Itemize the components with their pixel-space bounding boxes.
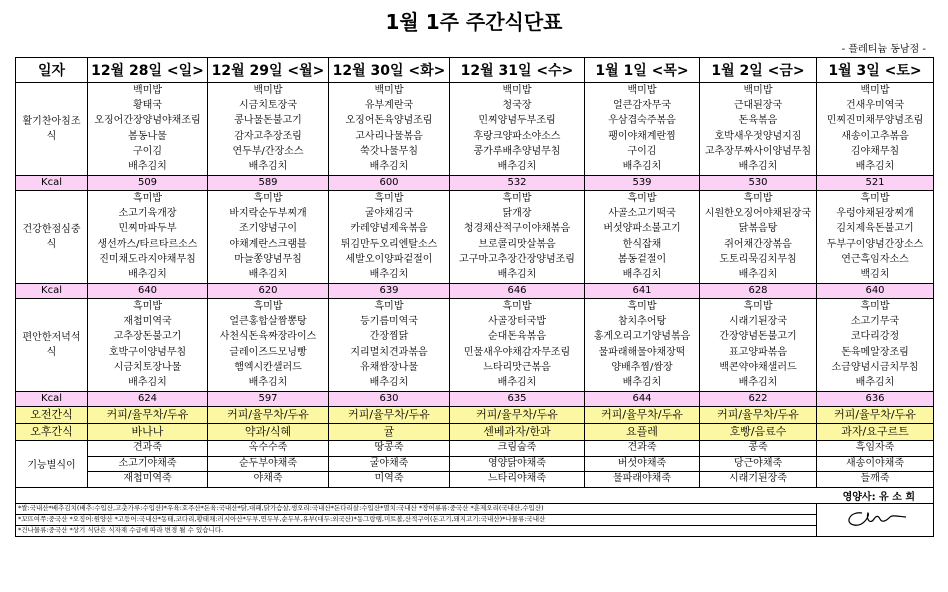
- dish-item: 건새우미역국: [846, 100, 904, 112]
- dish-item: 백미밥: [743, 85, 773, 96]
- kcal-row: [16, 392, 934, 407]
- dish-item: 얼큰홍합살짬뽕탕: [229, 316, 307, 328]
- menu-cell: [88, 83, 208, 176]
- menu-cell: [817, 299, 934, 392]
- dish-item: 김야채무침: [850, 145, 900, 157]
- dish-item: 고추장돈불고기: [113, 331, 182, 343]
- dish-item: 소고기무국: [850, 316, 900, 328]
- functional-diet-cell: [88, 441, 208, 488]
- dish-item: 표고양파볶음: [729, 346, 787, 358]
- date-header: 일자: [16, 58, 88, 83]
- dish-item: 튀김만두오리엔탈소스: [340, 238, 438, 250]
- porridge-item: 들깨죽: [860, 473, 890, 484]
- dish-item: 야채계란스크램블: [229, 238, 307, 250]
- porridge-item: 미역죽: [374, 473, 404, 484]
- notes-row: [16, 503, 934, 536]
- porridge-item: 순두부야채죽: [208, 457, 328, 473]
- afternoon-snack-row: [16, 424, 934, 441]
- dish-item: 청국장: [502, 100, 532, 112]
- dish-item: 흑미밥: [743, 301, 773, 312]
- kcal-value: 597: [208, 392, 329, 407]
- meal-name: 편안한저녁석식: [16, 299, 88, 392]
- functional-diet-cell: [450, 441, 585, 488]
- dish-item: 백콘약야채샐러드: [719, 361, 797, 373]
- dish-item: 양배추찜/쌈장: [611, 361, 673, 373]
- dish-item: 참치추어탕: [617, 316, 667, 328]
- dietitian-name: 영양사: 유 소 희: [817, 487, 934, 503]
- dish-item: 햄엑시칸샐러드: [234, 361, 302, 373]
- dish-item: 닭개장: [502, 208, 532, 220]
- kcal-value: 635: [450, 392, 585, 407]
- dish-item: 흑미밥: [253, 193, 283, 204]
- kcal-label: Kcal: [16, 176, 88, 191]
- dish-item: 브로콜리맛살볶음: [478, 238, 556, 250]
- dish-item: 고구마고추장간장양념조림: [459, 253, 575, 265]
- menu-cell: [585, 299, 700, 392]
- menu-cell: [700, 83, 817, 176]
- kcal-value: 530: [700, 176, 817, 191]
- snack-cell: 과자/요구르트: [817, 424, 934, 441]
- snack-cell: 바나나: [88, 424, 208, 441]
- porridge-item: 느타리야채죽: [488, 473, 546, 484]
- dish-item: 배추김치: [369, 376, 409, 388]
- porridge-item: 소고기야채죽: [88, 457, 207, 473]
- kcal-value: 641: [585, 284, 700, 299]
- porridge-item: 물파래야채죽: [613, 473, 671, 484]
- dish-item: 흑미밥: [502, 193, 532, 204]
- snack-cell: 커피/율무차/두유: [208, 407, 329, 424]
- snack-cell: 커피/율무차/두유: [329, 407, 450, 424]
- kcal-value: 521: [817, 176, 934, 191]
- origin-notes: [16, 503, 817, 536]
- kcal-value: 532: [450, 176, 585, 191]
- dish-item: 백김치: [860, 268, 890, 280]
- dish-item: 김치제육돈불고기: [836, 223, 914, 235]
- dish-item: 카레양념제육볶음: [350, 223, 428, 235]
- note-line: *꼬뜨여쭈:중국산 *오징어:원양산 *고등어:국내산*동태,코다리,황태채:러시아산*두부,연두부,순두부,유부(대두:외국산)*동그랑땡,미트볼,산적구이(돈고기,돼지고기:국내산)*나물류:국내산: [16, 515, 816, 526]
- dish-item: 배추김치: [738, 160, 778, 172]
- dish-item: 흑미밥: [502, 301, 532, 312]
- menu-cell: [208, 299, 329, 392]
- dish-item: 새송이고추볶음: [841, 130, 909, 142]
- kcal-value: 639: [329, 284, 450, 299]
- dish-item: 유부계란국: [364, 100, 414, 112]
- dish-item: 흑미밥: [627, 301, 657, 312]
- dish-item: 흑미밥: [374, 301, 404, 312]
- dish-item: 배추김치: [855, 376, 895, 388]
- kcal-value: 600: [329, 176, 450, 191]
- dish-item: 흑미밥: [860, 193, 890, 204]
- snack-cell: 귤: [329, 424, 450, 441]
- dish-item: 돈육메알장조림: [841, 346, 909, 358]
- kcal-value: 646: [450, 284, 585, 299]
- dish-item: 느타리맛근볶음: [483, 361, 551, 373]
- dish-item: 흑미밥: [253, 301, 283, 312]
- dish-item: 순대돈육볶음: [488, 331, 546, 343]
- dish-item: 등기름미역국: [360, 316, 418, 328]
- dish-item: 배추김치: [497, 268, 537, 280]
- dish-item: 진미채도라지야채무침: [99, 253, 196, 265]
- kcal-value: 624: [88, 392, 208, 407]
- functional-diet-cell: [329, 441, 450, 488]
- dish-item: 얼큰감자무국: [613, 100, 671, 112]
- kcal-value: 640: [817, 284, 934, 299]
- meal-row: [16, 191, 934, 284]
- dish-item: 배추김치: [369, 268, 409, 280]
- signature-cell: [817, 503, 934, 536]
- dish-item: 쥐어채간장볶음: [724, 238, 792, 250]
- dish-item: 백미밥: [502, 85, 532, 96]
- signature-icon: [840, 505, 910, 531]
- kcal-value: 630: [329, 392, 450, 407]
- dish-item: 황태국: [133, 100, 162, 112]
- kcal-value: 539: [585, 176, 700, 191]
- dish-item: 배추김치: [622, 160, 662, 172]
- dish-item: 배추김치: [497, 160, 537, 172]
- kcal-value: 628: [700, 284, 817, 299]
- dish-item: 홍게오리고기양념볶음: [593, 331, 691, 343]
- porridge-item: 흑임자죽: [817, 441, 933, 457]
- functional-diet-label: 기능별식이: [16, 441, 88, 488]
- dish-item: 재첩미역국: [123, 316, 172, 328]
- menu-cell: [585, 191, 700, 284]
- dish-item: 배추김치: [738, 268, 778, 280]
- dish-item: 도토리묵김치무침: [719, 253, 797, 265]
- functional-diet-cell: [208, 441, 329, 488]
- dish-item: 민찌마파두부: [118, 223, 177, 235]
- dish-item: 소고기육개장: [118, 208, 177, 220]
- dish-item: 한식잡채: [622, 238, 662, 250]
- dish-item: 배추김치: [248, 268, 288, 280]
- porridge-item: 영양닭야채죽: [450, 457, 584, 473]
- dish-item: 사골소고기떡국: [608, 208, 676, 220]
- kcal-label: Kcal: [16, 284, 88, 299]
- porridge-item: 굴야채죽: [329, 457, 449, 473]
- dish-item: 민찌양념두부조림: [478, 115, 556, 127]
- menu-cell: [700, 299, 817, 392]
- day-header: 1월 2일 <금>: [700, 58, 817, 83]
- kcal-value: 644: [585, 392, 700, 407]
- functional-diet-cell: [817, 441, 934, 488]
- dish-item: 우삼겹숙주볶음: [608, 115, 676, 127]
- kcal-value: 509: [88, 176, 208, 191]
- kcal-value: 620: [208, 284, 329, 299]
- dish-item: 배추김치: [497, 376, 537, 388]
- day-header: 1월 1일 <목>: [585, 58, 700, 83]
- menu-cell: [329, 299, 450, 392]
- functional-diet-cell: [700, 441, 817, 488]
- dish-item: 흑미밥: [860, 301, 890, 312]
- dish-item: 구이김: [133, 145, 162, 157]
- menu-cell: [329, 83, 450, 176]
- dish-item: 콩가루배추양념무침: [473, 145, 561, 157]
- porridge-item: 당근야채죽: [700, 457, 816, 473]
- dish-item: 배추김치: [738, 376, 778, 388]
- dish-item: 소금양념시금치무침: [831, 361, 919, 373]
- porridge-item: 땅콩죽: [329, 441, 449, 457]
- dish-item: 두부구이양념간장소스: [826, 238, 924, 250]
- dish-item: 글레이즈드모닝빵: [229, 346, 307, 358]
- porridge-item: 크림숩죽: [450, 441, 584, 457]
- dish-item: 감자고추장조림: [234, 130, 302, 142]
- dish-item: 우렁야채된장찌개: [836, 208, 914, 220]
- dish-item: 배추김치: [128, 376, 167, 388]
- dish-item: 민물새우야채감자무조림: [463, 346, 571, 358]
- dish-item: 시원한오징어야채된장국: [704, 208, 812, 220]
- dish-item: 물파래해물야채장떡: [598, 346, 686, 358]
- dish-item: 간장양념돈불고기: [719, 331, 797, 343]
- dish-item: 배추김치: [369, 160, 409, 172]
- weekly-menu-table: [15, 57, 934, 537]
- menu-cell: [450, 83, 585, 176]
- dish-item: 배추김치: [248, 376, 288, 388]
- menu-cell: [208, 191, 329, 284]
- dish-item: 배추김치: [622, 268, 662, 280]
- dish-item: 시래기된장국: [729, 316, 787, 328]
- dish-item: 고추장무짜사이양념무침: [704, 145, 812, 157]
- dish-item: 흑미밥: [133, 301, 162, 312]
- functional-diet-cell: [585, 441, 700, 488]
- dish-item: 백미밥: [253, 85, 283, 96]
- porridge-item: 콩죽: [700, 441, 816, 457]
- dish-item: 청경채산적구이야채볶음: [463, 223, 571, 235]
- dish-item: 바지락순두부찌개: [229, 208, 307, 220]
- functional-diet-row: [16, 441, 934, 488]
- menu-cell: [817, 83, 934, 176]
- day-header: 12월 28일 <일>: [88, 58, 208, 83]
- morning-snack-label: 오전간식: [16, 407, 88, 424]
- menu-cell: [88, 191, 208, 284]
- dish-item: 오징어간장양념야채조림: [94, 115, 201, 127]
- snack-cell: 센베과자/한과: [450, 424, 585, 441]
- dish-item: 민찌진미채무양념조림: [826, 115, 924, 127]
- menu-cell: [208, 83, 329, 176]
- kcal-value: 636: [817, 392, 934, 407]
- menu-cell: [88, 299, 208, 392]
- dish-item: 배추김치: [128, 160, 167, 172]
- dish-item: 생선까스/타르타르소스: [97, 238, 198, 250]
- note-line: *쌀:국내산*배추김치(배추:수입산,고춧가루:수입산)*우육:호주산*돈육:국내산*닭,대패,닭가슴살,생오리:국내산*돈다리살:수입산*멸치:국내산 *장어류류:중국산 *훈제오리(국내산,수입산): [16, 504, 816, 515]
- note-line: *건나물류:중국산 *상기 식단은 식자재 수급에 따라 변경 될 수 있습니다.: [18, 525, 224, 534]
- dish-item: 후랑크양파소야소스: [473, 130, 561, 142]
- dish-item: 배추김치: [622, 376, 662, 388]
- dish-item: 조기양념구이: [239, 223, 297, 235]
- kcal-label: Kcal: [16, 392, 88, 407]
- dish-item: 흑미밥: [743, 193, 773, 204]
- dish-item: 돈육볶음: [738, 115, 778, 127]
- page-title: 1월 1주 주간식단표: [385, 10, 563, 34]
- kcal-row: [16, 284, 934, 299]
- dish-item: 굴야채김국: [364, 208, 414, 220]
- dish-item: 사골장터국밥: [488, 316, 546, 328]
- day-header: 12월 29일 <월>: [208, 58, 329, 83]
- dish-item: 흑미밥: [374, 193, 404, 204]
- dish-item: 연두부/간장소스: [232, 145, 304, 157]
- dietitian-row: [16, 487, 934, 503]
- dish-item: 배추김치: [128, 268, 167, 280]
- dish-item: 백미밥: [374, 85, 404, 96]
- dish-item: 팽이야채계란찜: [608, 130, 676, 142]
- dish-item: 흑미밥: [627, 193, 657, 204]
- snack-cell: 커피/율무차/두유: [585, 407, 700, 424]
- meal-name: 건강한점심중식: [16, 191, 88, 284]
- snack-cell: 커피/율무차/두유: [450, 407, 585, 424]
- snack-cell: 커피/율무차/두유: [700, 407, 817, 424]
- dish-item: 코다리강정: [850, 331, 900, 343]
- dish-item: 사천식돈육짜장라이스: [219, 331, 317, 343]
- dish-item: 간장찜닭: [369, 331, 409, 343]
- dish-item: 구이김: [627, 145, 657, 157]
- porridge-item: 견과죽: [585, 441, 699, 457]
- dish-item: 오징어돈육양념조림: [345, 115, 433, 127]
- dish-item: 호박구이양념무침: [108, 346, 187, 358]
- header-row: [16, 58, 934, 83]
- snack-cell: 약과/식혜: [208, 424, 329, 441]
- dish-item: 시금치토장국: [239, 100, 297, 112]
- menu-cell: [817, 191, 934, 284]
- porridge-item: 재첩미역죽: [123, 473, 172, 484]
- dish-item: 흑미밥: [133, 193, 162, 204]
- menu-cell: [700, 191, 817, 284]
- dish-item: 호박새우젓양념지짐: [714, 130, 802, 142]
- day-header: 12월 30일 <화>: [329, 58, 450, 83]
- day-header: 1월 3일 <토>: [817, 58, 934, 83]
- dish-item: 유채쌈장나물: [360, 361, 418, 373]
- porridge-item: 시래기된장죽: [729, 473, 787, 484]
- kcal-value: 589: [208, 176, 329, 191]
- snack-cell: 커피/율무차/두유: [817, 407, 934, 424]
- porridge-item: 견과죽: [88, 441, 207, 457]
- dish-item: 봄동겉절이: [617, 253, 667, 265]
- dish-item: 세발오이양파겉절이: [345, 253, 433, 265]
- meal-row: [16, 299, 934, 392]
- porridge-item: 옥수수죽: [208, 441, 328, 457]
- dish-item: 닭볶음탕: [738, 223, 778, 235]
- porridge-item: 버섯야채죽: [585, 457, 699, 473]
- menu-cell: [450, 299, 585, 392]
- kcal-row: [16, 176, 934, 191]
- dish-item: 지리멸치견과볶음: [350, 346, 428, 358]
- meal-row: [16, 83, 934, 176]
- menu-cell: [450, 191, 585, 284]
- afternoon-snack-label: 오후간식: [16, 424, 88, 441]
- dish-item: 근대된장국: [733, 100, 783, 112]
- dish-item: 콩나물돈불고기: [234, 115, 302, 127]
- snack-cell: 호빵/음료수: [700, 424, 817, 441]
- porridge-item: 새송이야채죽: [817, 457, 933, 473]
- snack-cell: 커피/율무차/두유: [88, 407, 208, 424]
- dish-item: 연근흑임자소스: [841, 253, 909, 265]
- dish-item: 쑥갓나물무침: [360, 145, 418, 157]
- dish-item: 시금치토장나물: [113, 361, 182, 373]
- dish-item: 백미밥: [133, 85, 162, 96]
- kcal-value: 640: [88, 284, 208, 299]
- dish-item: 백미밥: [627, 85, 657, 96]
- snack-cell: 요플레: [585, 424, 700, 441]
- menu-cell: [329, 191, 450, 284]
- menu-cell: [585, 83, 700, 176]
- branch-label: - 플레티늄 동남점 -: [841, 44, 926, 55]
- porridge-item: 야채죽: [253, 473, 283, 484]
- kcal-value: 622: [700, 392, 817, 407]
- dish-item: 고사리나물볶음: [355, 130, 423, 142]
- dish-item: 배추김치: [855, 160, 895, 172]
- dish-item: 마늘쫑양념무침: [234, 253, 302, 265]
- dish-item: 배추김치: [248, 160, 288, 172]
- day-header: 12월 31일 <수>: [450, 58, 585, 83]
- morning-snack-row: [16, 407, 934, 424]
- meal-name: 활기찬아침조식: [16, 83, 88, 176]
- dish-item: 봄동나물: [128, 130, 167, 142]
- dish-item: 백미밥: [860, 85, 890, 96]
- dish-item: 버섯양파소불고기: [603, 223, 681, 235]
